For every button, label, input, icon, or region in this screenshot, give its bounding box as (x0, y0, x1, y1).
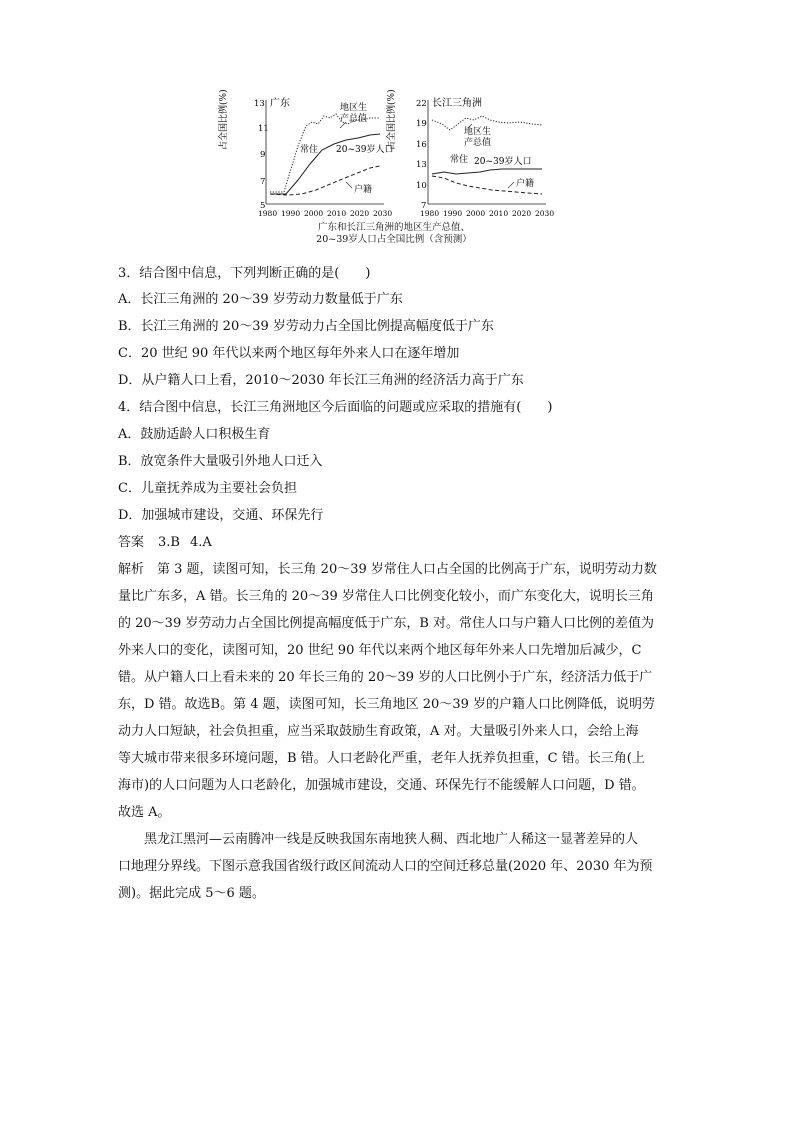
left-xtick: 2000 (304, 209, 324, 218)
right-huji-pointer (508, 182, 514, 188)
right-region-label: 长江三角洲 (432, 98, 482, 109)
right-ytick: 16 (416, 140, 427, 150)
analysis-line: 故选 A。 (118, 805, 171, 820)
q4-option-c: C．儿童抚养成为主要社会负担 (118, 481, 297, 496)
right-xtick: 2030 (535, 209, 555, 218)
right-ytick: 7 (421, 201, 427, 211)
intro-line: 黑龙江黑河—云南腾冲一线是反映我国东南地狭人稠、西北地广人稀这一显著差异的人 (144, 832, 639, 847)
analysis-line: 的 20～39 岁劳动力占全国比例提高幅度低于广东，B 对。常住人口与户籍人口比例的差值为 (118, 616, 655, 631)
q3-option-c: C．20 世纪 90 年代以来两个地区每年外来人口在逐年增加 (118, 346, 460, 361)
analysis-line: 外来人口的变化，读图可知，20 世纪 90 年代以来两个地区每年外来人口先增加后减少，C (118, 643, 642, 658)
intro-line: 测)。据此完成 5～6 题。 (118, 886, 265, 901)
left-huji-pointer (346, 182, 352, 188)
q4-option-b: B．放宽条件大量吸引外地人口迁入 (118, 454, 323, 469)
analysis-line: 解析 第 3 题，读图可知，长三角 20～39 岁常住人口占全国的比例高于广东，说明劳动力数 (118, 562, 657, 577)
left-huji-label: 户籍 (354, 185, 373, 195)
analysis-line: 东，D 错。故选B。第 4 题，读图可知，长三角地区 20～39 岁的户籍人口比例降低，说明劳 (118, 697, 655, 712)
analysis-line: 动力人口短缺，社会负担重，应当采取鼓励生育政策，A 对。大量吸引外来人口，会给上海 (118, 724, 639, 739)
right-ytick: 19 (416, 119, 427, 129)
q3-option-d: D．从户籍人口上看，2010～2030 年长江三角洲的经济活力高于广东 (118, 373, 524, 388)
left-xtick: 2030 (373, 209, 393, 218)
population-figure (219, 89, 560, 254)
right-resident-line (432, 169, 542, 174)
left-gdp-label: 产总值 (340, 114, 368, 124)
guangdong-chart (217, 89, 393, 218)
left-xtick: 1990 (281, 209, 301, 218)
right-xtick: 2020 (512, 209, 532, 218)
left-ytick: 5 (260, 201, 266, 211)
yangtze-chart (385, 89, 554, 218)
q4-option-a: A．鼓励适龄人口积极生育 (118, 427, 271, 442)
right-ytick: 10 (416, 181, 427, 191)
right-ytick: 13 (416, 160, 427, 170)
analysis-line: 量比广东多，A 错。长三角的 20～39 岁常住人口比例变化较小，而广东变化大，说明长三角 (118, 589, 654, 604)
right-resident-label: 常住 (450, 155, 469, 165)
left-xtick: 2020 (350, 209, 370, 218)
right-ylabel: 占全国比例(%) (387, 89, 397, 150)
right-xtick: 2010 (489, 209, 509, 218)
left-xtick: 2010 (327, 209, 347, 218)
intro-line: 口地理分界线。下图示意我国省级行政区间流动人口的空间迁移总量(2020 年、2030 年为预 (118, 859, 653, 874)
right-huji-label: 户籍 (516, 179, 535, 189)
figure-caption (228, 222, 560, 246)
left-region-label: 广东 (270, 98, 290, 109)
q3-stem: 3．结合图中信息，下列判断正确的是( ) (118, 266, 371, 281)
right-xtick: 1980 (420, 209, 440, 218)
q4-stem: 4．结合图中信息，长江三角洲地区今后面临的问题或应采取的措施有( ) (118, 400, 553, 415)
answer-q3: 3.B (158, 535, 180, 550)
left-ylabel: 占全国比例(%) (219, 89, 229, 150)
answer-line (118, 533, 212, 553)
right-gdp-label: 产总值 (464, 138, 492, 148)
answer-label: 答案 (118, 535, 145, 550)
analysis-line: 错。从户籍人口上看未来的 20 年长三角的 20～39 岁的人口比例小于广东，经济活力低于广 (118, 670, 653, 685)
caption-line: 20~39岁人口占全国比例（含预测） (316, 234, 472, 245)
answer-q4: 4.A (189, 535, 212, 550)
left-ytick: 7 (260, 177, 266, 187)
left-ytick: 13 (254, 99, 265, 109)
analysis-line: 等大城市带来很多环境问题，B 错。人口老龄化严重，老年人抚养负担重，C 错。长三角(上 (118, 751, 645, 766)
left-age-label: 20~39岁人口 (336, 145, 394, 155)
left-ytick: 9 (260, 150, 266, 160)
left-xtick: 1980 (258, 209, 278, 218)
q3-option-a: A．长江三角洲的 20～39 岁劳动力数量低于广东 (118, 292, 403, 307)
right-ytick: 22 (416, 99, 427, 109)
caption-line: 广东和长江三角洲的地区生产总值、 (317, 222, 470, 233)
right-gdp-label: 地区生 (464, 127, 492, 137)
right-xtick: 2000 (466, 209, 486, 218)
left-ytick: 11 (258, 124, 269, 134)
analysis-line: 海市)的人口问题为人口老龄化，加强城市建设，交通、环保先行不能缓解人口问题，D 错。 (118, 778, 645, 793)
right-xtick: 1990 (443, 209, 463, 218)
q4-option-d: D．加强城市建设，交通、环保先行 (118, 508, 324, 523)
left-resident-label: 常住 (300, 145, 319, 155)
q3-option-b: B．长江三角洲的 20～39 岁劳动力占全国比例提高幅度低于广东 (118, 319, 494, 334)
left-gdp-label: 地区生 (340, 103, 368, 113)
figure-charts (219, 89, 560, 222)
right-age-label: 20~39岁人口 (474, 157, 532, 167)
